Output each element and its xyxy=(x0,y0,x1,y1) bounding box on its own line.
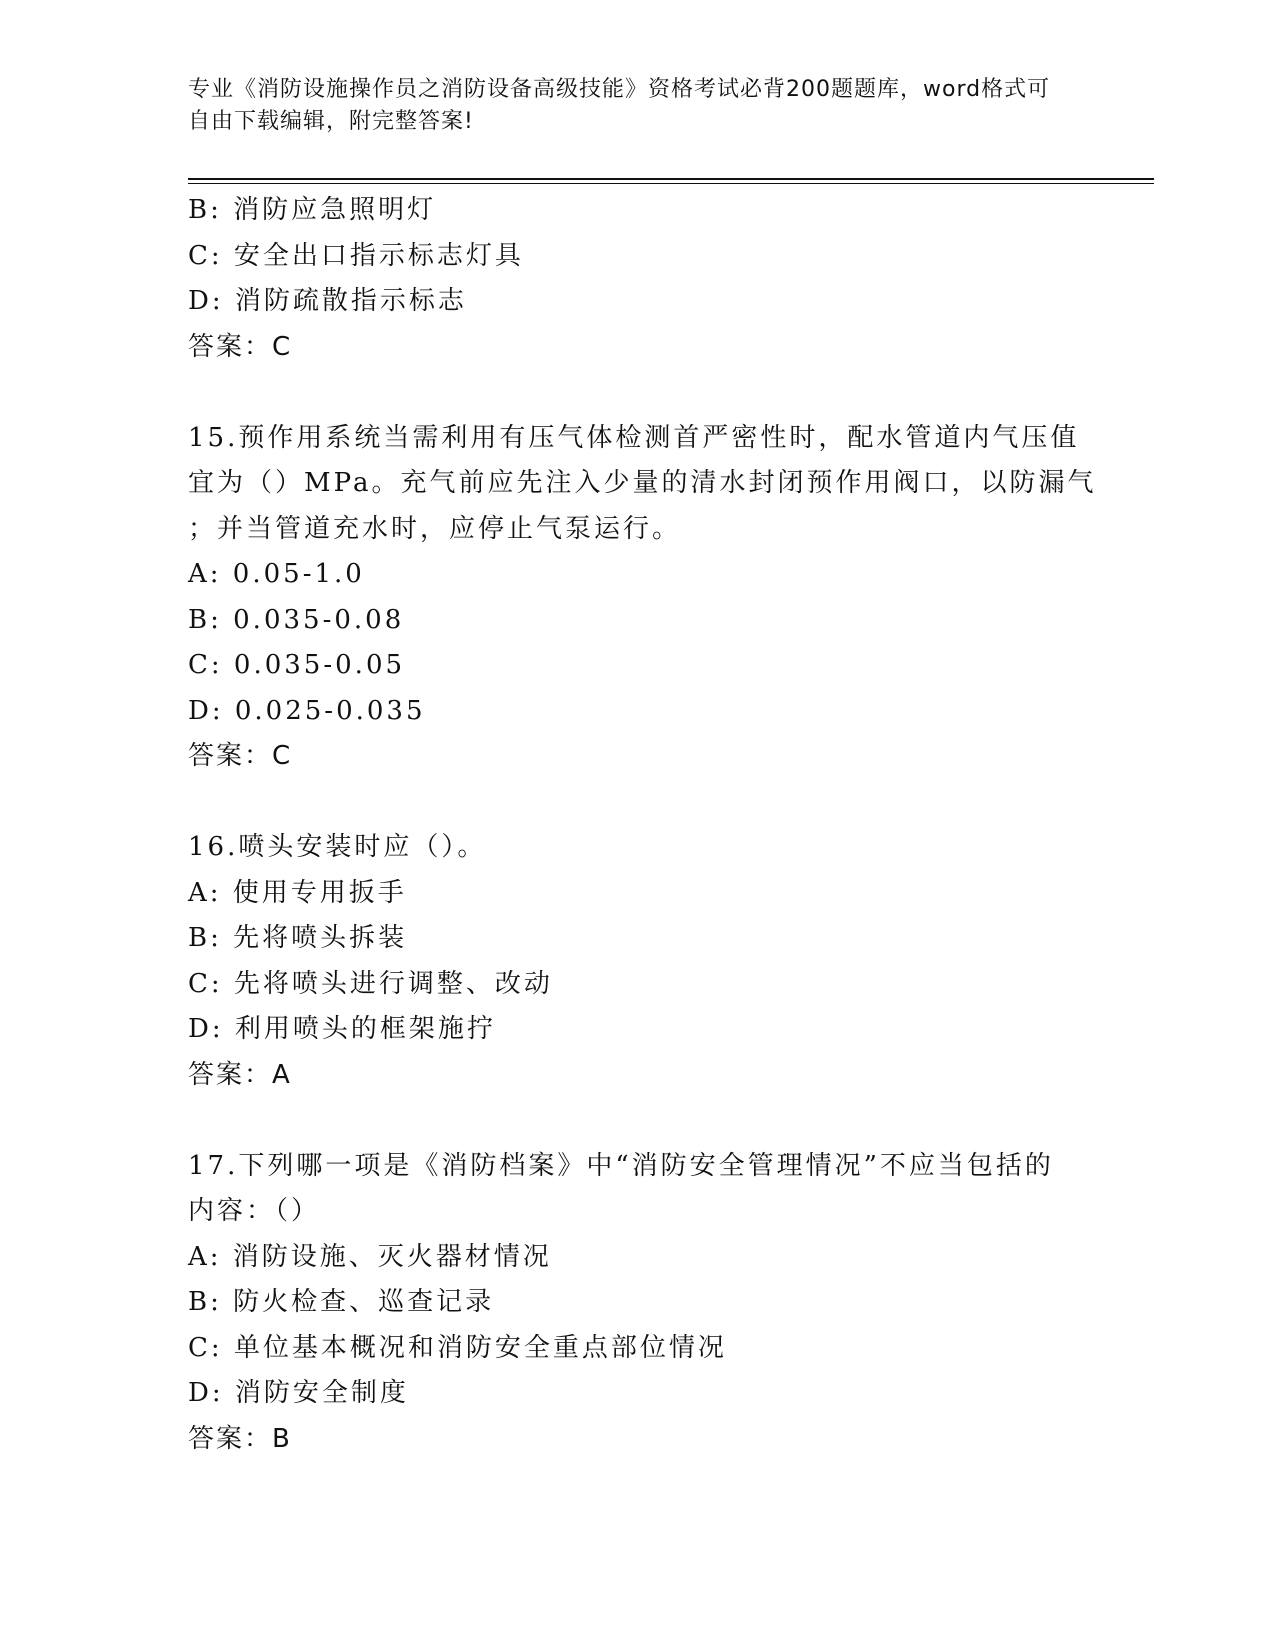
answer-line: 答案：C xyxy=(188,331,293,362)
answer-line: 答案：B xyxy=(188,1423,292,1454)
option-c: C: 安全出口指示标志灯具 xyxy=(188,240,524,271)
answer-line: 答案：A xyxy=(188,1059,292,1090)
spacer xyxy=(188,370,1088,416)
answer-line: 答案：C xyxy=(188,741,293,771)
option-b: B: 消防应急照明灯 xyxy=(188,195,437,225)
question-17 xyxy=(188,1144,1088,1463)
header-rule-thin xyxy=(188,183,1154,184)
option-d: D: 消防疏散指示标志 xyxy=(188,286,467,316)
question-16 xyxy=(188,825,1088,1098)
option-c: C: 0.035-0.05 xyxy=(188,650,406,680)
document-header: 专业《消防设施操作员之消防设备高级技能》资格考试必背200题题库，word格式可自由下载编辑，附完整答案! xyxy=(188,77,1051,134)
option-c: C: 单位基本概况和消防安全重点部位情况 xyxy=(188,1332,727,1363)
question-stem-line: 17.下列哪一项是《消防档案》中“消防安全管理情况”不应当包括的 xyxy=(188,1150,1054,1181)
previous-question-block xyxy=(188,188,1088,370)
question-stem-line: ；并当管道充水时，应停止气泵运行。 xyxy=(188,513,682,544)
option-b: B: 先将喷头拆装 xyxy=(188,923,408,953)
option-d: D: 消防安全制度 xyxy=(188,1378,409,1408)
question-stem-line: 宜为（）MPa。充气前应先注入少量的清水封闭预作用阀口，以防漏气 xyxy=(188,468,1097,498)
question-15 xyxy=(188,416,1097,780)
option-d: D: 0.025-0.035 xyxy=(188,695,426,726)
header-rule-thick xyxy=(188,178,1154,180)
option-a: A: 0.05-1.0 xyxy=(188,559,365,589)
question-stem-line: 内容：（） xyxy=(188,1196,321,1226)
question-content xyxy=(188,188,1097,1462)
option-a: A: 消防设施、灭火器材情况 xyxy=(188,1241,552,1272)
question-stem-line: 16.喷头安装时应（）。 xyxy=(188,832,487,862)
spacer xyxy=(188,780,1088,826)
option-b: B: 防火检查、巡查记录 xyxy=(188,1287,495,1317)
option-c: C: 先将喷头进行调整、改动 xyxy=(188,968,553,999)
option-d: D: 利用喷头的框架施拧 xyxy=(188,1014,496,1044)
question-stem-line: 15.预作用系统当需利用有压气体检测首严密性时，配水管道内气压值 xyxy=(188,422,1080,453)
option-a: A: 使用专用扳手 xyxy=(188,877,407,908)
option-b: B: 0.035-0.08 xyxy=(188,604,405,635)
spacer xyxy=(188,1098,1088,1144)
